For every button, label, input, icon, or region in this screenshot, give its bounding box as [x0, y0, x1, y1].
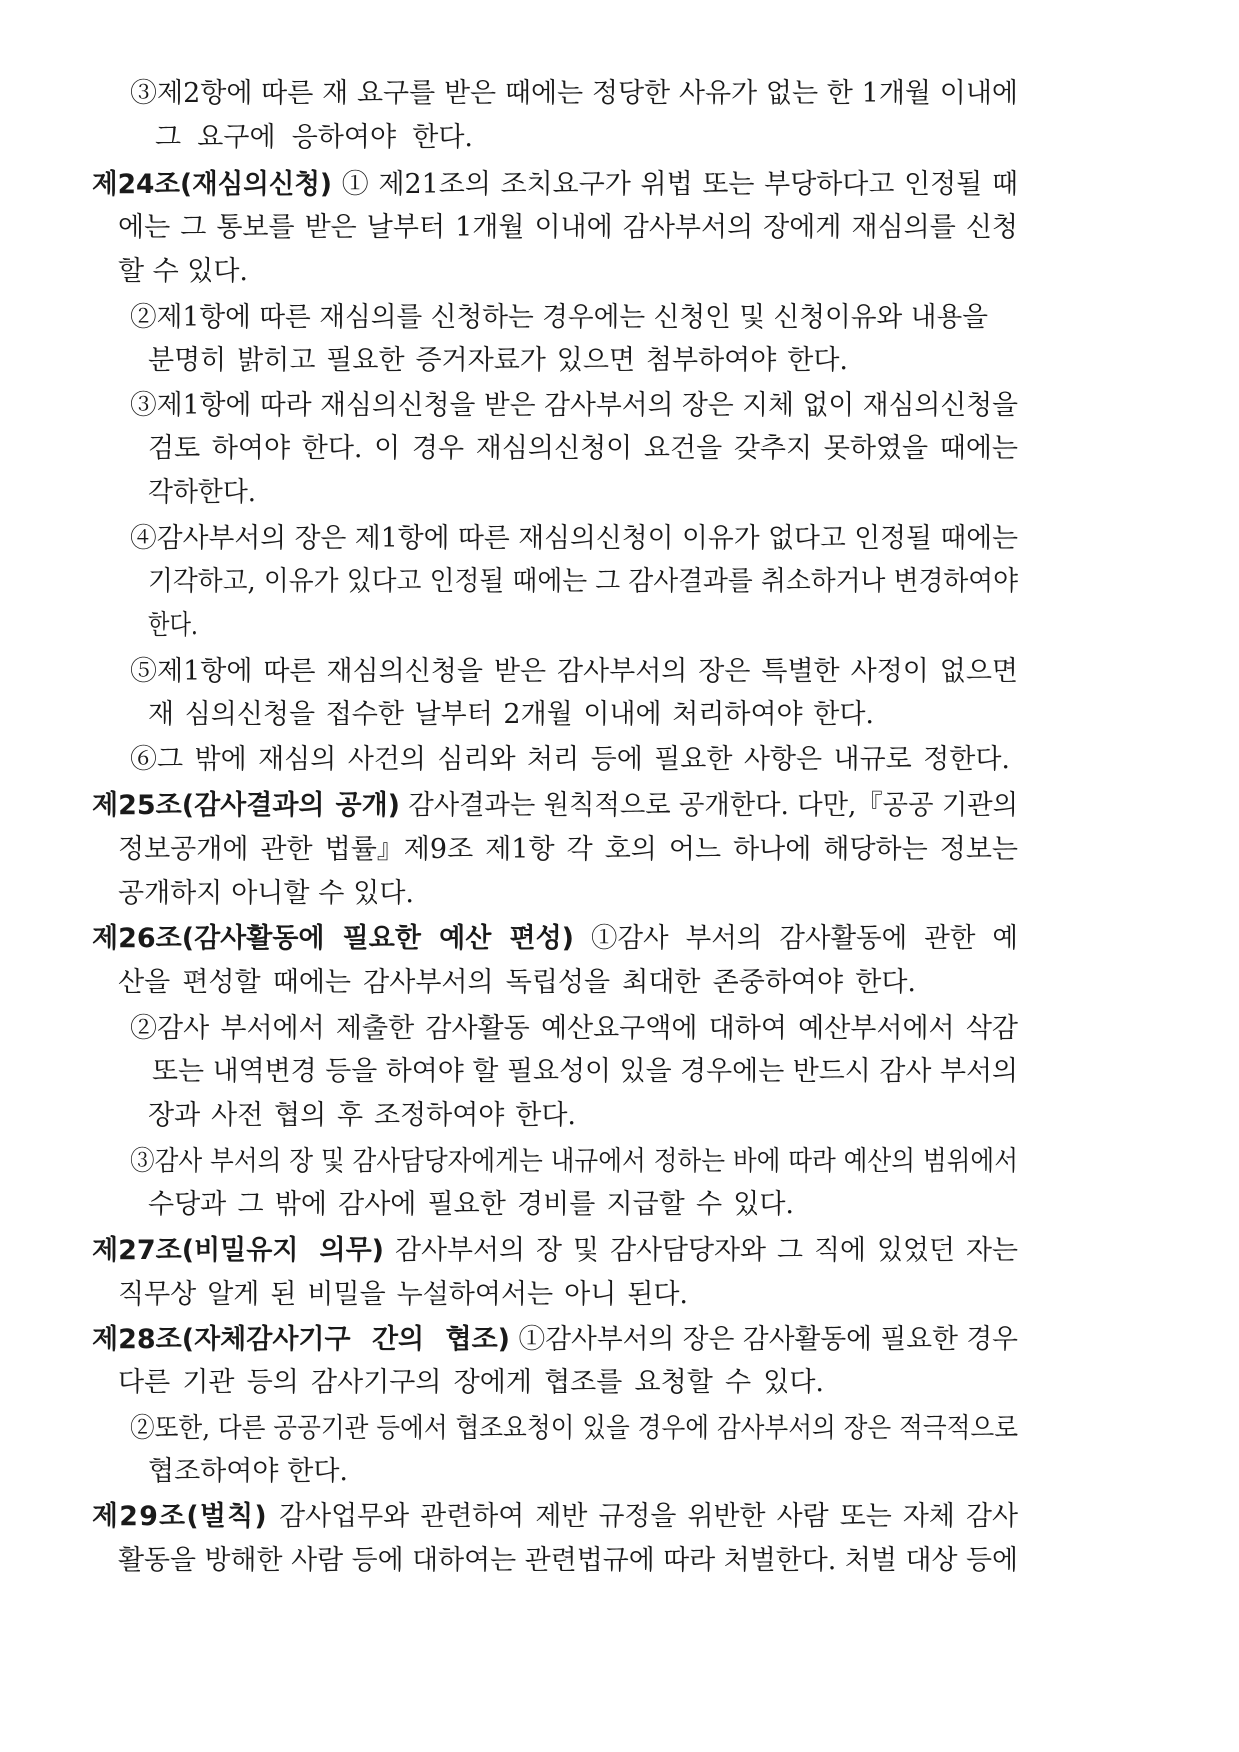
paragraph-text: 정보공개에 관한 법률』제9조 제1항 각 호의 어느 하나에 해당하는 정보는	[118, 834, 1018, 865]
paragraph-text: 직무상 알게 된 비밀을 누설하여서는 아니 된다.	[118, 1279, 688, 1310]
article-heading: 제26조(감사활동에 필요한 예산 편성)	[92, 923, 574, 954]
paragraph-text: ⑥그 밖에 재심의 사건의 심리와 처리 등에 필요한 사항은 내규로 정한다.	[130, 744, 1010, 775]
text-line	[0, 1009, 1239, 1049]
text-line	[0, 74, 1239, 114]
text-line	[0, 562, 1239, 602]
text-line	[0, 386, 1239, 426]
paragraph-text: ②감사 부서에서 제출한 감사활동 예산요구액에 대하여 예산부서에서 삭감	[130, 1013, 1018, 1044]
paragraph-text: 기각하고, 이유가 있다고 인정될 때에는 그 감사결과를 취소하거나 변경하여야	[148, 566, 1018, 597]
article-line	[0, 786, 1239, 826]
article-line	[0, 1320, 1239, 1360]
paragraph-text: 산을 편성할 때에는 감사부서의 독립성을 최대한 존중하여야 한다.	[118, 967, 916, 998]
text-line	[0, 429, 1239, 469]
article-line	[0, 165, 1239, 205]
paragraph-text: 할 수 있다.	[118, 256, 248, 287]
paragraph-text: 수당과 그 밖에 감사에 필요한 경비를 지급할 수 있다.	[148, 1189, 794, 1220]
paragraph-text: 감사결과는 원칙적으로 공개한다. 다만,『공공 기관의	[400, 790, 1018, 821]
text-line	[0, 1052, 1239, 1092]
paragraph-text: 각하한다.	[148, 477, 256, 508]
paragraph-text: ①감사부서의 장은 감사활동에 필요한 경우	[510, 1324, 1018, 1355]
paragraph-text: 공개하지 아니할 수 있다.	[118, 878, 414, 909]
paragraph-text: ①감사 부서의 감사활동에 관한 예	[574, 923, 1018, 954]
paragraph-text: 감사부서의 장 및 감사담당자와 그 직에 있었던 자는	[384, 1235, 1018, 1266]
paragraph-text: ②제1항에 따른 재심의를 신청하는 경우에는 신청인 및 신청이유와 내용을	[130, 302, 988, 333]
paragraph-text: 한다.	[148, 610, 198, 641]
paragraph-text: 감사업무와 관련하여 제반 규정을 위반한 사람 또는 자체 감사	[268, 1501, 1018, 1532]
text-line	[0, 1275, 1239, 1315]
paragraph-text: 또는 내역변경 등을 하여야 할 필요성이 있을 경우에는 반드시 감사 부서의	[152, 1056, 1018, 1087]
paragraph-text: 협조하여야 한다.	[148, 1456, 348, 1487]
article-line	[0, 919, 1239, 959]
article-line	[0, 1231, 1239, 1271]
paragraph-text: ① 제21조의 조치요구가 위법 또는 부당하다고 인정될 때	[332, 169, 1018, 200]
paragraph-text: 활동을 방해한 사람 등에 대하여는 관련법규에 따라 처벌한다. 처벌 대상 등에	[118, 1545, 1018, 1576]
text-line	[0, 963, 1239, 1003]
text-line	[0, 874, 1239, 914]
text-line	[0, 252, 1239, 292]
text-line	[0, 519, 1239, 559]
text-line	[0, 606, 1239, 646]
paragraph-text: 재 심의신청을 접수한 날부터 2개월 이내에 처리하여야 한다.	[148, 699, 874, 730]
paragraph-text: 검토 하여야 한다. 이 경우 재심의신청이 요건을 갖추지 못하였을 때에는	[148, 433, 1018, 464]
article-line	[0, 1497, 1239, 1537]
text-line	[0, 1142, 1239, 1182]
text-line	[0, 740, 1239, 780]
paragraph-text: 그 요구에 응하여야 한다.	[155, 122, 473, 153]
text-line	[0, 652, 1239, 692]
text-line	[0, 208, 1239, 248]
paragraph-text: 장과 사전 협의 후 조정하여야 한다.	[148, 1100, 576, 1131]
paragraph-text: ③제1항에 따라 재심의신청을 받은 감사부서의 장은 지체 없이 재심의신청을	[130, 390, 1018, 421]
text-line	[0, 1363, 1239, 1403]
text-line	[0, 695, 1239, 735]
text-line	[0, 118, 1239, 158]
text-line	[0, 1452, 1239, 1492]
paragraph-text: 에는 그 통보를 받은 날부터 1개월 이내에 감사부서의 장에게 재심의를 신청	[118, 212, 1018, 243]
text-line	[0, 1096, 1239, 1136]
article-heading: 제28조(자체감사기구 간의 협조)	[92, 1324, 510, 1355]
article-heading: 제24조(재심의신청)	[92, 169, 332, 200]
article-heading: 제27조(비밀유지 의무)	[92, 1235, 384, 1266]
article-heading: 제25조(감사결과의 공개)	[92, 790, 400, 821]
paragraph-text: ③제2항에 따른 재 요구를 받은 때에는 정당한 사유가 없는 한 1개월 이내에	[130, 78, 1018, 109]
paragraph-text: 다른 기관 등의 감사기구의 장에게 협조를 요청할 수 있다.	[118, 1367, 824, 1398]
text-line	[0, 1409, 1239, 1449]
paragraph-text: ④감사부서의 장은 제1항에 따른 재심의신청이 이유가 없다고 인정될 때에는	[130, 523, 1018, 554]
text-line	[0, 341, 1239, 381]
text-line	[0, 830, 1239, 870]
paragraph-text: 분명히 밝히고 필요한 증거자료가 있으면 첨부하여야 한다.	[148, 345, 848, 376]
article-heading: 제29조(벌칙)	[92, 1501, 268, 1532]
text-line	[0, 1541, 1239, 1581]
paragraph-text: ③감사 부서의 장 및 감사담당자에게는 내규에서 정하는 바에 따라 예산의 범위에서	[130, 1146, 1018, 1177]
text-line	[0, 298, 1239, 338]
text-line	[0, 473, 1239, 513]
text-line	[0, 1185, 1239, 1225]
paragraph-text: ⑤제1항에 따른 재심의신청을 받은 감사부서의 장은 특별한 사정이 없으면	[130, 656, 1018, 687]
paragraph-text: ②또한, 다른 공공기관 등에서 협조요청이 있을 경우에 감사부서의 장은 적극적으로	[130, 1413, 1018, 1444]
